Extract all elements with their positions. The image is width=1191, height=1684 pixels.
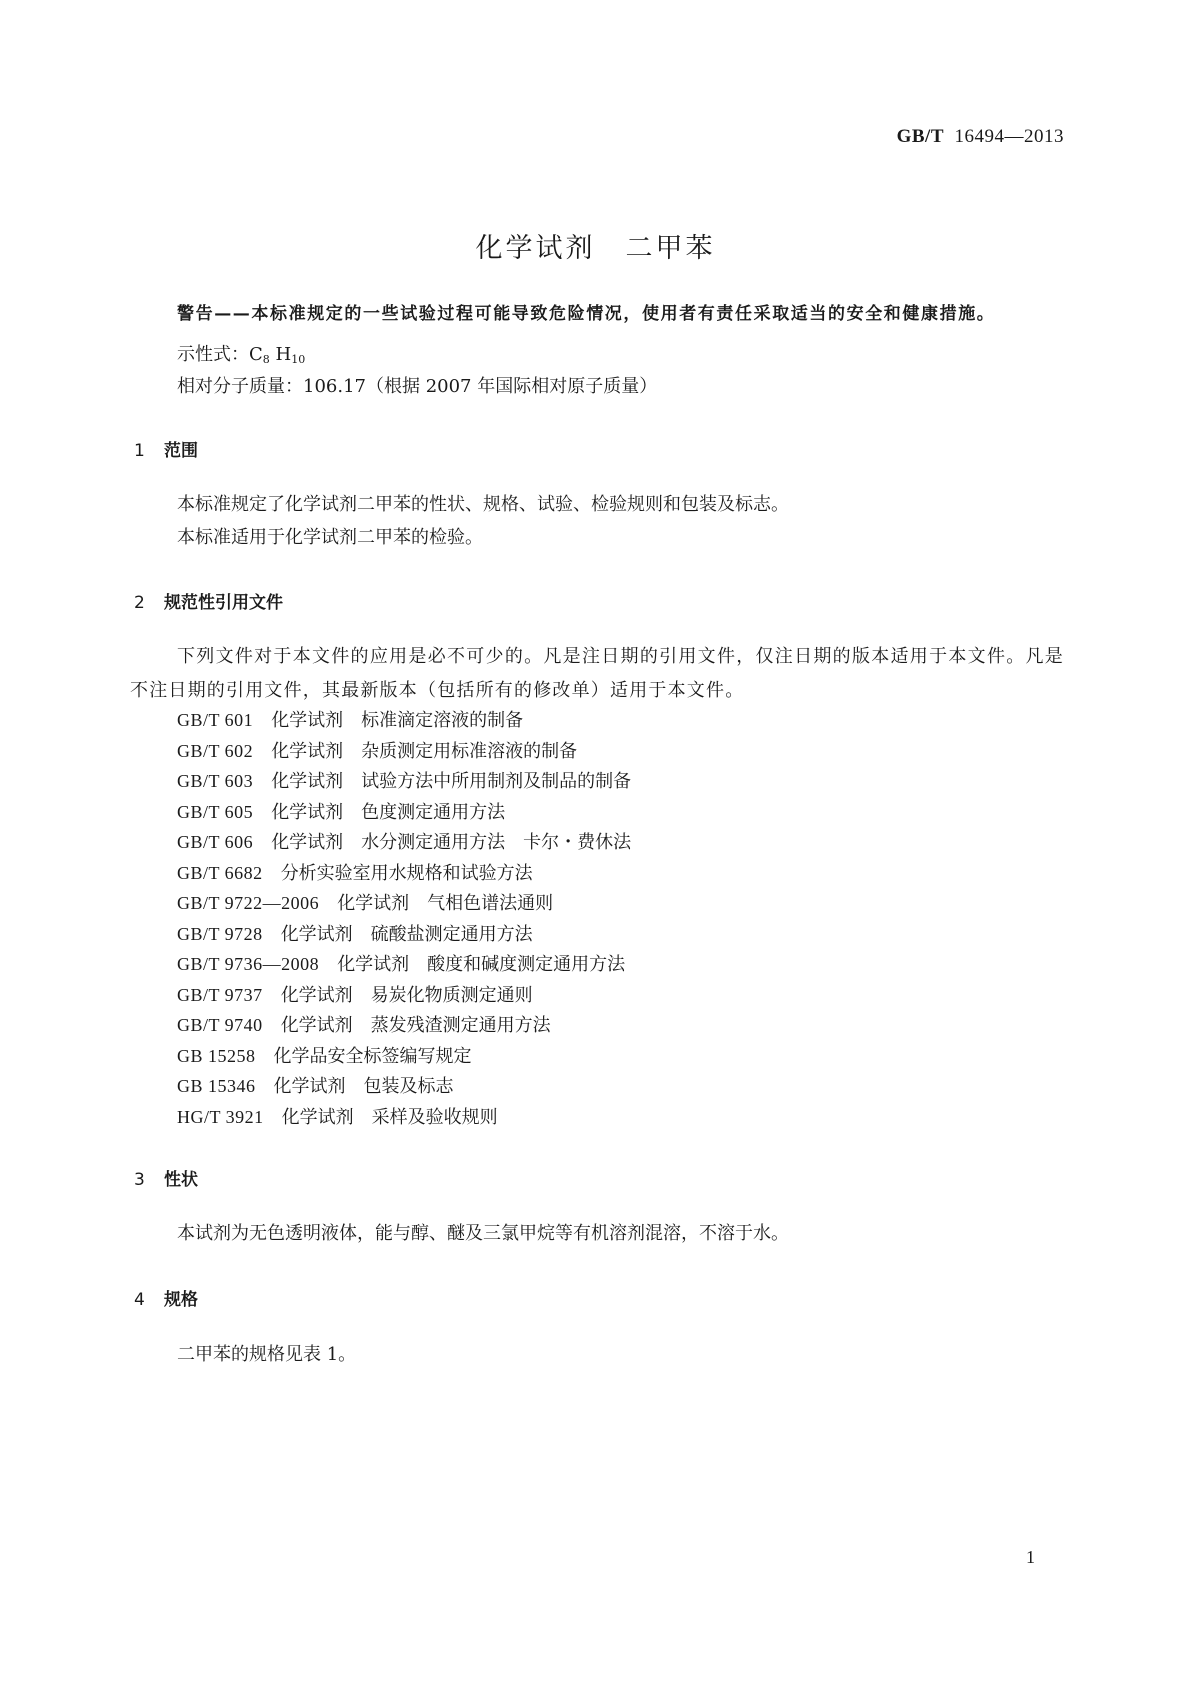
- reference-code: GB/T 601: [177, 710, 254, 730]
- section-1-paragraph-1: 本标准规定了化学试剂二甲苯的性状、规格、试验、检验规则和包装及标志。: [177, 494, 789, 515]
- section-3-number: 3: [134, 1170, 145, 1190]
- section-3-heading: [134, 1165, 198, 1190]
- reference-title: 化学试剂 蒸发残渣测定通用方法: [280, 1015, 551, 1036]
- document-title: 化学试剂 二甲苯: [475, 233, 716, 264]
- reference-title: 化学试剂 标准滴定溶液的制备: [271, 710, 524, 731]
- reference-title: 化学试剂 色度测定通用方法: [271, 801, 506, 823]
- reference-title: 化学试剂 包装及标志: [273, 1076, 454, 1097]
- section-4-paragraph: 二甲苯的规格见表 1。: [177, 1344, 357, 1365]
- reference-item: [177, 798, 505, 824]
- reference-item: [177, 737, 577, 763]
- formula-carbon-sub: 8: [262, 353, 270, 366]
- reference-item: [177, 706, 523, 732]
- page-number: 1: [1026, 1547, 1035, 1567]
- section-1-number: 1: [134, 441, 145, 461]
- reference-code: GB/T 602: [177, 740, 254, 761]
- section-2-heading: [134, 588, 283, 613]
- reference-code: GB/T 6682: [177, 862, 263, 883]
- reference-code: GB/T 9736—2008: [177, 954, 320, 974]
- reference-item: [177, 950, 625, 976]
- reference-item: [177, 767, 631, 793]
- reference-code: GB/T 606: [177, 832, 254, 852]
- reference-code: GB/T 603: [177, 771, 254, 791]
- formula-label: 示性式：: [177, 344, 249, 365]
- reference-code: GB/T 9740: [177, 1015, 263, 1035]
- section-1-paragraph-2: 本标准适用于化学试剂二甲苯的检验。: [177, 527, 483, 548]
- reference-item: [177, 1042, 472, 1068]
- reference-code: GB 15258: [177, 1045, 256, 1066]
- reference-title: 化学试剂 气相色谱法通则: [337, 893, 554, 914]
- reference-item: [177, 1072, 454, 1098]
- reference-title: 化学试剂 试验方法中所用制剂及制品的制备: [271, 771, 632, 792]
- formula-hydrogen: H: [275, 344, 292, 365]
- section-4-number: 4: [134, 1290, 145, 1310]
- warning-paragraph: 警告——本标准规定的一些试验过程可能导致危险情况，使用者有责任采取适当的安全和健康措施。: [177, 304, 996, 324]
- standard-code: [897, 126, 1064, 148]
- standard-prefix: GB/T: [896, 126, 944, 147]
- section-3-title: 性状: [164, 1170, 198, 1190]
- reference-title: 化学试剂 易炭化物质测定通则: [280, 984, 533, 1006]
- reference-item: [177, 859, 533, 885]
- reference-title: 化学试剂 酸度和碱度测定通用方法: [337, 954, 626, 975]
- section-2-intro: 下列文件对于本文件的应用是必不可少的。凡是注日期的引用文件，仅注日期的版本适用于本文件。凡是不注日期的引用文件，其最新版本（包括所有的修改单）适用于本文件。: [130, 646, 1064, 701]
- molecular-mass: 相对分子质量：106.17（根据 2007 年国际相对原子质量）: [177, 376, 658, 397]
- section-4-title: 规格: [164, 1290, 198, 1310]
- section-1-heading: [134, 436, 198, 461]
- reference-code: GB/T 9728: [177, 923, 263, 944]
- section-2-title: 规范性引用文件: [164, 593, 283, 613]
- section-4-heading: [134, 1285, 198, 1310]
- reference-item: [177, 920, 533, 946]
- section-2-number: 2: [134, 593, 145, 613]
- formula-hydrogen-sub: 10: [291, 353, 306, 366]
- reference-code: GB 15346: [177, 1076, 256, 1096]
- reference-title: 化学试剂 采样及验收规则: [281, 1106, 498, 1128]
- reference-title: 化学试剂 硫酸盐测定通用方法: [280, 923, 533, 945]
- reference-item: [177, 889, 553, 915]
- reference-code: HG/T 3921: [177, 1106, 264, 1127]
- reference-code: GB/T 605: [177, 801, 254, 822]
- section-3-paragraph: 本试剂为无色透明液体，能与醇、醚及三氯甲烷等有机溶剂混溶，不溶于水。: [177, 1223, 789, 1244]
- reference-title: 化学试剂 杂质测定用标准溶液的制备: [271, 740, 578, 762]
- reference-item: [177, 981, 533, 1007]
- reference-code: GB/T 9737: [177, 984, 263, 1005]
- reference-code: GB/T 9722—2006: [177, 893, 320, 913]
- reference-title: 分析实验室用水规格和试验方法: [280, 862, 533, 884]
- reference-title: 化学试剂 水分测定通用方法 卡尔・费休法: [271, 832, 632, 853]
- reference-item: [177, 828, 631, 854]
- reference-title: 化学品安全标签编写规定: [273, 1045, 472, 1067]
- standard-number: 16494—2013: [954, 126, 1064, 147]
- reference-item: [177, 1011, 551, 1037]
- reference-item: [177, 1103, 498, 1129]
- section-1-title: 范围: [164, 441, 198, 461]
- formula-carbon: C: [249, 344, 263, 365]
